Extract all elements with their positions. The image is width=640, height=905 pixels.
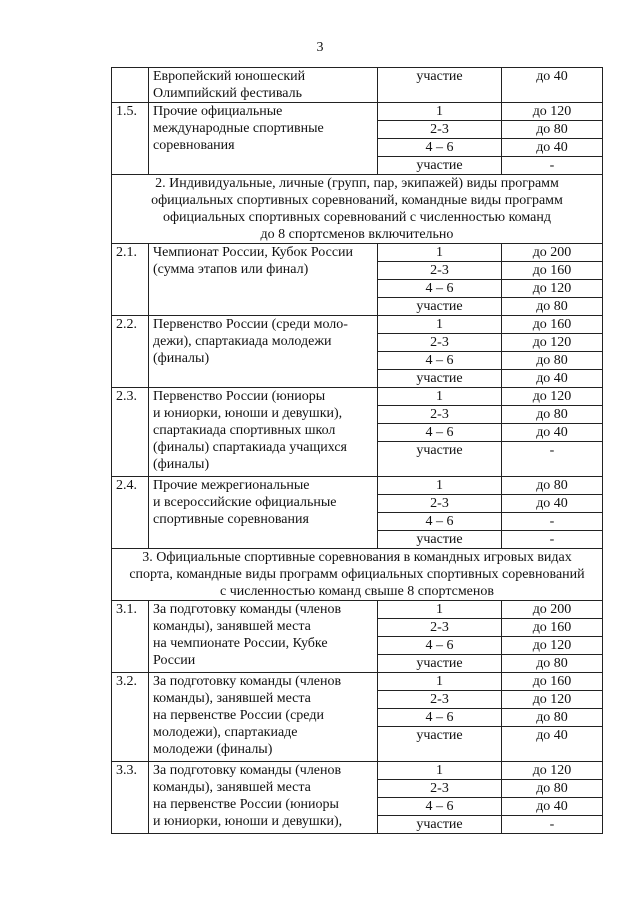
place-cell: 2-3 [378, 121, 502, 139]
competition-name-cell [149, 762, 378, 834]
name-line: России [153, 653, 196, 668]
place-cell: участие [378, 816, 502, 834]
points-cell: до 120 [502, 103, 603, 121]
heading-line: официальных спортивных соревнований, командные виды программ [151, 193, 563, 208]
place-cell: 1 [378, 673, 502, 691]
name-line: За подготовку команды (членов [153, 674, 342, 689]
place-cell: 4 – 6 [378, 798, 502, 816]
points-cell: до 160 [502, 673, 603, 691]
points-cell: до 80 [502, 477, 603, 495]
heading-line: спорта, командные виды программ официальных спортивных соревнований [129, 567, 585, 582]
table-row [112, 103, 603, 121]
name-line: Первенство России (среди моло- [153, 317, 348, 332]
name-line: (финалы) [153, 457, 210, 472]
points-cell: до 80 [502, 121, 603, 139]
name-line: и юниорки, юноши и девушки), [153, 814, 343, 829]
place-cell: 4 – 6 [378, 280, 502, 298]
place-cell: 1 [378, 316, 502, 334]
name-line: международные спортивные [153, 121, 324, 136]
heading-line: официальных спортивных соревнований с численностью команд [162, 210, 552, 225]
table-row [112, 673, 603, 691]
row-number-cell: 3.2. [112, 673, 149, 762]
points-cell: до 40 [502, 68, 603, 103]
points-cell: до 40 [502, 424, 603, 442]
points-cell: до 120 [502, 280, 603, 298]
competition-name-cell [149, 601, 378, 673]
points-cell: до 40 [502, 370, 603, 388]
points-cell: до 120 [502, 334, 603, 352]
name-line: Прочие официальные [153, 104, 283, 119]
place-cell: 1 [378, 477, 502, 495]
points-cell: до 200 [502, 244, 603, 262]
points-cell: до 80 [502, 298, 603, 316]
points-cell: - [502, 157, 603, 175]
place-cell: 1 [378, 601, 502, 619]
heading-line: с численностью команд свыше 8 спортсменов [219, 584, 494, 599]
table-row [112, 762, 603, 780]
row-number-cell: 3.3. [112, 762, 149, 834]
name-line: (сумма этапов или финал) [153, 262, 309, 277]
place-cell: участие [378, 370, 502, 388]
place-cell: участие [378, 442, 502, 477]
page-number: 3 [316, 40, 324, 55]
place-cell: 1 [378, 762, 502, 780]
points-cell: до 120 [502, 388, 603, 406]
place-cell: 4 – 6 [378, 424, 502, 442]
row-number-cell [112, 68, 149, 103]
points-cell: до 40 [502, 727, 603, 762]
points-cell: до 200 [502, 601, 603, 619]
row-number-cell: 2.4. [112, 477, 149, 549]
competition-name-cell [149, 388, 378, 477]
row-number-cell: 2.2. [112, 316, 149, 388]
place-cell: 1 [378, 103, 502, 121]
name-line: на первенстве России (среди [153, 708, 324, 723]
name-line: Прочие межрегиональные [153, 478, 310, 493]
name-line: и всероссийские официальные [153, 495, 337, 510]
competition-name-cell [149, 244, 378, 316]
points-cell: до 80 [502, 655, 603, 673]
competition-name-cell [149, 673, 378, 762]
table-row [112, 68, 603, 103]
place-cell: 4 – 6 [378, 513, 502, 531]
place-cell: 2-3 [378, 495, 502, 513]
name-line: За подготовку команды (членов [153, 602, 342, 617]
table-row [112, 601, 603, 619]
name-line: Чемпионат России, Кубок России [153, 245, 354, 260]
points-cell: до 120 [502, 762, 603, 780]
points-cell: до 40 [502, 139, 603, 157]
section-heading [112, 175, 603, 244]
name-line: спартакиада спортивных школ [153, 423, 336, 438]
row-number-cell: 2.3. [112, 388, 149, 477]
points-cell: до 40 [502, 495, 603, 513]
points-cell: до 80 [502, 406, 603, 424]
heading-line: 3. Официальные спортивные соревнования в командных игровых видах [142, 550, 572, 565]
heading-line: 2. Индивидуальные, личные (групп, пар, экипажей) виды программ [155, 176, 559, 191]
points-cell: до 120 [502, 691, 603, 709]
name-line: и юниорки, юноши и девушки), [153, 406, 343, 421]
points-cell: до 80 [502, 709, 603, 727]
name-line: (финалы) спартакиада учащихся [153, 440, 347, 455]
competition-name-cell [149, 68, 378, 103]
place-cell: 4 – 6 [378, 352, 502, 370]
points-cell: - [502, 816, 603, 834]
place-cell: 2-3 [378, 262, 502, 280]
points-cell: - [502, 442, 603, 477]
place-cell: 4 – 6 [378, 637, 502, 655]
points-cell: - [502, 513, 603, 531]
place-cell: участие [378, 531, 502, 549]
place-cell: участие [378, 68, 502, 103]
place-cell: 2-3 [378, 780, 502, 798]
place-cell: участие [378, 727, 502, 762]
points-cell: до 160 [502, 619, 603, 637]
name-line: (финалы) [153, 351, 210, 366]
section-header-row [112, 549, 603, 601]
place-cell: 2-3 [378, 334, 502, 352]
name-line: на чемпионате России, Кубке [153, 636, 328, 651]
place-cell: 2-3 [378, 619, 502, 637]
table-row [112, 316, 603, 334]
name-line: Олимпийский фестиваль [153, 86, 303, 101]
row-number-cell: 1.5. [112, 103, 149, 175]
row-number-cell: 3.1. [112, 601, 149, 673]
points-cell: до 120 [502, 637, 603, 655]
heading-line: до 8 спортсменов включительно [260, 227, 454, 242]
place-cell: 4 – 6 [378, 709, 502, 727]
name-line: соревнования [153, 138, 235, 153]
points-table [111, 67, 603, 834]
name-line: команды), занявшей места [153, 780, 311, 795]
section-heading [112, 549, 603, 601]
name-line: Европейский юношеский [153, 69, 306, 84]
name-line: дежи), спартакиада молодежи [153, 334, 332, 349]
place-cell: участие [378, 655, 502, 673]
name-line: Первенство России (юниоры [153, 389, 326, 404]
name-line: За подготовку команды (членов [153, 763, 342, 778]
section-header-row [112, 175, 603, 244]
points-cell: до 80 [502, 780, 603, 798]
place-cell: 2-3 [378, 691, 502, 709]
name-line: команды), занявшей места [153, 619, 311, 634]
place-cell: 4 – 6 [378, 139, 502, 157]
points-cell: до 40 [502, 798, 603, 816]
competition-name-cell [149, 103, 378, 175]
competition-name-cell [149, 316, 378, 388]
table-row [112, 388, 603, 406]
place-cell: участие [378, 298, 502, 316]
name-line: молодежи), спартакиаде [153, 725, 298, 740]
name-line: команды), занявшей места [153, 691, 311, 706]
place-cell: 1 [378, 244, 502, 262]
place-cell: 1 [378, 388, 502, 406]
name-line: на первенстве России (юниоры [153, 797, 339, 812]
name-line: спортивные соревнования [153, 512, 309, 527]
competition-name-cell [149, 477, 378, 549]
points-cell: до 160 [502, 316, 603, 334]
points-cell: до 80 [502, 352, 603, 370]
points-cell: - [502, 531, 603, 549]
place-cell: 2-3 [378, 406, 502, 424]
table-row [112, 477, 603, 495]
points-cell: до 160 [502, 262, 603, 280]
place-cell: участие [378, 157, 502, 175]
row-number-cell: 2.1. [112, 244, 149, 316]
name-line: молодежи (финалы) [153, 742, 273, 757]
table-row [112, 244, 603, 262]
